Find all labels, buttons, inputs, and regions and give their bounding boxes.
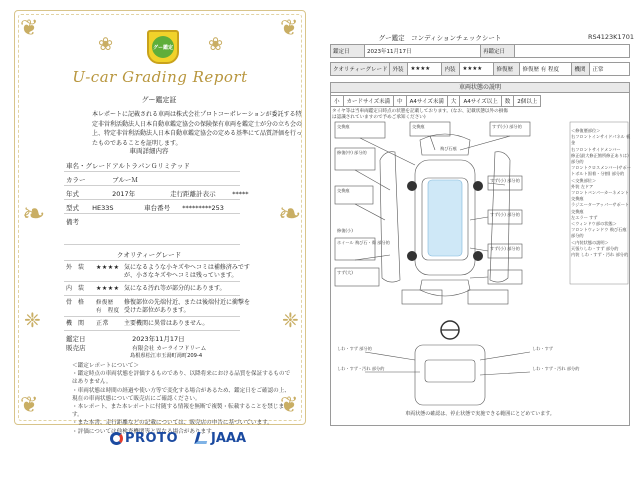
- jaaa-logo-text: JAAA: [211, 430, 247, 446]
- corner-flourish-icon: ❦: [280, 16, 299, 41]
- proto-logo-text: PROTO: [125, 430, 179, 446]
- side-flourish-icon: ❈: [24, 308, 41, 332]
- repair-list-item: 右フロントサイドメンバー: [571, 146, 621, 152]
- vehicle-year-label: 年式: [66, 190, 79, 198]
- shop-row: [66, 343, 206, 352]
- date-label: 鑑定日: [66, 335, 86, 343]
- note-item: ・本レポート、また本レポートに付随する情報を無断で複製・転載することを禁じます。: [72, 404, 285, 419]
- diagram-label: すず(大): [337, 270, 353, 275]
- size-legend-item: 大: [447, 95, 461, 107]
- vehicle-color-label: カラー: [66, 176, 86, 184]
- repair-list-item: ＜内装状態の説明＞: [571, 239, 609, 245]
- certificate-intro: 本レポートに記載される車両は株式会社プロトコーポレーションが委託する特定非営利活動法人日本自動車鑑定協会の保険保有車両を鑑定士が分の立ち会の上、特定非営利活動法人日本自動車鑑定協会の定める基準にて品質評価を行ったものであることを証明します。: [92, 111, 303, 147]
- diagram-label: 修復(中) 部分的: [337, 150, 367, 155]
- note-item: ・評価については他検査機関等と異なる場合があります。: [72, 428, 217, 435]
- diagram-label: すず(小) 部分的: [490, 246, 520, 251]
- quality-desc: 気になる汚れ等が部分的にあります。: [124, 285, 226, 292]
- repair-list-item: 天張りしわ・すず 部分的: [571, 245, 619, 251]
- diagram-label: しわ・すず: [532, 346, 553, 351]
- jaaa-mark-icon: [194, 432, 209, 444]
- engine-value: 正常: [590, 63, 630, 76]
- repair-list-item: 部分的: [571, 159, 584, 165]
- frame-grade: 修復歴 有 程度: [96, 300, 120, 314]
- chassis-value: *********253: [182, 204, 224, 212]
- quality-desc: 修復部位の先端付近、または後端付近に衝撃を受けた部位があります。: [124, 299, 251, 314]
- repair-list-item: フロントクロスメンバー(サポートボルト固着・分割) 部分的: [571, 165, 631, 177]
- size-legend-item: 数: [501, 95, 515, 107]
- note-item: ・また本書、走行距離などの記載については、販売店の申告に基づいています。: [72, 420, 273, 427]
- proto-ring-icon: [110, 432, 123, 445]
- repair-list-item: 修正(最大修正箇所修正ありは): [571, 152, 629, 158]
- divider: [64, 281, 240, 282]
- star-rating: ★★★★: [96, 264, 120, 271]
- quality-section-title: クオリティーグレード: [116, 251, 182, 259]
- condition-note: タイヤ等は当車両鑑定日時点の状態を記載しております。(なお、記載状態以外の損傷は認識されていますので予めご承知ください): [332, 109, 508, 120]
- quality-label: 骨 格: [66, 299, 85, 306]
- repair-list-item: ラジエーターアッパーサポート 交換痕: [571, 202, 630, 214]
- remarks-row: [66, 217, 110, 226]
- quality-label: 機 関: [66, 320, 85, 327]
- divider: [64, 213, 240, 214]
- frame-value: 修復歴 有 程度: [520, 63, 572, 76]
- model-value: HE33S: [92, 204, 114, 212]
- diagram-label: すず(小) 部分的: [490, 212, 520, 217]
- engine-grade: 正常: [96, 320, 110, 327]
- top-flourish-icon: ❀: [98, 34, 114, 55]
- diagram-label: すず(小) 部分的: [492, 124, 522, 129]
- repair-list-item: フロントバンパーカーネメント 交換痕: [571, 190, 629, 202]
- repair-list-item: ＜交換部位＞: [571, 177, 597, 183]
- quality-label: 内 装: [66, 285, 85, 292]
- sheet-code: RS4123K1701: [588, 33, 634, 41]
- diagram-label: 交換痕: [337, 188, 350, 193]
- shop-label: 販売店: [66, 344, 86, 352]
- certificate-title: U-car Grading Report: [72, 68, 248, 86]
- sheet-footer-note: 車両状態の確認は、停止状態で実施できる範囲にとどめています。: [405, 411, 555, 417]
- date-value: 2023年11月17日: [132, 335, 185, 343]
- repair-list-item: ＜修復歴部位＞: [571, 128, 601, 133]
- vehicle-color-row: [66, 175, 138, 184]
- exterior-label: 外装: [390, 63, 408, 76]
- divider: [64, 244, 240, 245]
- vehicle-section-title: 車両詳細内容: [129, 147, 169, 155]
- divider: [64, 199, 240, 200]
- size-legend-item: A4サイズ以上: [459, 95, 501, 107]
- vehicle-model-row: [66, 203, 224, 212]
- side-flourish-icon: ❧: [278, 197, 302, 230]
- size-legend-item: 中: [393, 95, 407, 107]
- certificate-subtitle: グー鑑定証: [141, 96, 177, 104]
- repair-list-item: ＜ウィンドウ部の状態＞: [571, 221, 617, 227]
- divider: [64, 260, 240, 261]
- repair-list-item: 右フロントインサイドパネル 板金: [571, 134, 631, 146]
- grading-certificate: [0, 0, 318, 480]
- quality-desc: 気になるような小キズやヘコミは補修済みですが、小さなキズやヘコミは残っています。: [124, 264, 250, 279]
- size-legend-item: A4サイズ未満: [406, 95, 448, 107]
- jaaa-logo: [196, 431, 246, 446]
- proto-logo: [110, 431, 178, 446]
- goo-badge-logo: [147, 30, 179, 64]
- windshield-glass: [428, 180, 462, 256]
- diagram-label: 修復(小): [337, 228, 353, 233]
- exterior-value: ★★★★: [408, 63, 442, 76]
- size-legend-item: 2個以上: [513, 95, 541, 107]
- grade-label: クオリティーグレード: [331, 63, 390, 76]
- repair-list-item: 外装 左ドア: [571, 183, 594, 189]
- badge-label: グー鑑定: [152, 36, 174, 58]
- date-value: 2023年11月17日: [365, 45, 481, 58]
- corner-flourish-icon: ❦: [20, 16, 39, 41]
- divider: [64, 171, 240, 172]
- side-flourish-icon: ❧: [22, 197, 46, 230]
- mileage-value: *****: [232, 190, 249, 198]
- next-date-label: 再鑑定日: [481, 45, 515, 58]
- corner-flourish-icon: ❦: [280, 393, 299, 418]
- mileage-label: 走行距離計表示: [170, 190, 216, 198]
- repair-list-item: 内装 しわ・すず・汚れ 部分的: [571, 252, 629, 258]
- interior-label: 内装: [442, 63, 460, 76]
- side-flourish-icon: ❈: [282, 308, 299, 332]
- inspection-date-row: [66, 334, 185, 343]
- shop-address: 島根県松江市玉湯町湯町209-4: [130, 353, 203, 359]
- model-label: 型式: [66, 204, 79, 212]
- vehicle-year-value: 2017年: [112, 190, 136, 198]
- condition-check-sheet: [320, 0, 640, 480]
- diagram-label: すず(小) 部分的: [490, 178, 520, 183]
- vehicle-name-row: [66, 161, 190, 170]
- report-notes: [72, 362, 294, 436]
- quality-row-exterior: [66, 264, 250, 280]
- divider: [64, 185, 240, 186]
- diagram-label: 飛び石痕: [440, 146, 457, 151]
- vehicle-color-value: ブルーＭ: [112, 176, 138, 184]
- interior-value: ★★★★: [460, 63, 494, 76]
- remarks-label: 備考: [66, 218, 79, 226]
- star-rating: ★★★★: [96, 285, 120, 292]
- corner-flourish-icon: ❦: [20, 393, 39, 418]
- sheet-title: グー鑑定 コンディションチェックシート: [378, 34, 502, 42]
- repair-list-item: 左エラー すず: [571, 214, 598, 220]
- chassis-label: 車台番号: [144, 204, 171, 212]
- diagram-label: 交換痕: [412, 124, 425, 129]
- notes-heading: ＜鑑定レポートについて＞: [72, 363, 140, 369]
- quality-desc: 主要機関に異常はありません。: [124, 320, 209, 327]
- vehicle-name-value: アルトラパンＧリミテッド: [112, 162, 190, 170]
- note-item: ・車両状態は時間の経過や使い方等で変化する場合があるため、鑑定日をご確認の上、現在の車両状態について販売店にご確認ください。: [72, 387, 290, 402]
- vehicle-name-label: 車名・グレード: [66, 162, 112, 170]
- repair-history-list: [571, 128, 631, 258]
- quality-label: 外 装: [66, 264, 85, 271]
- divider: [64, 330, 240, 331]
- date-label: 鑑定日: [331, 45, 365, 58]
- note-item: ・鑑定時点の車両状態を評価するものであり、以降将来における品質を保証するものではありません。: [72, 371, 291, 386]
- footer-logos: [110, 428, 246, 448]
- diagram-label: しわ・すず・汚れ 部分的: [532, 366, 580, 371]
- repair-list-item: フロントウィンドウ 飛び石痕 部分的: [571, 227, 627, 239]
- frame-label: 修復歴: [494, 63, 520, 76]
- diagram-label: ホイール 飛び石・傷 部分的: [337, 240, 390, 245]
- size-legend-item: 小: [330, 95, 344, 107]
- divider: [64, 316, 240, 317]
- top-flourish-icon: ❀: [208, 34, 224, 55]
- vehicle-year-row: [66, 189, 248, 198]
- divider: [64, 295, 240, 296]
- diagram-label: しわ・すず・汚れ 部分的: [337, 366, 385, 371]
- shop-value: 有限会社 カーライフドリーム: [132, 346, 207, 352]
- size-legend-item: カードサイズ未満: [343, 95, 395, 107]
- condition-heading: 車両状態の説明: [330, 82, 630, 93]
- engine-label: 機関: [572, 63, 590, 76]
- diagram-label: 交換痕: [337, 124, 350, 129]
- diagram-label: しわ・すず 部分的: [337, 346, 372, 351]
